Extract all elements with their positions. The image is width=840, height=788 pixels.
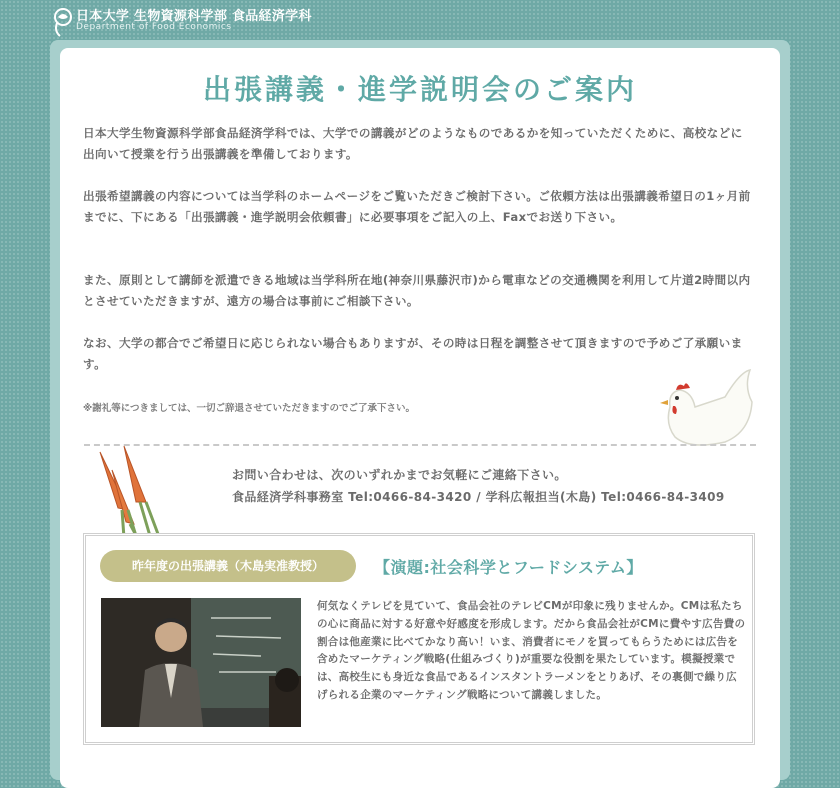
area-paragraph: また、原則として講師を派遣できる地域は当学科所在地(神奈川県藤沢市)から電車などの交通機関を利用して片道2時間以内とさせていただきますが、遠方の場合は事前にご相談下さい。 <box>83 273 751 308</box>
contact-phones: 食品経済学科事務室 Tel:0466-84-3420 / 学科広報担当(木島) Tel:0466-84-3409 <box>232 490 725 504</box>
carrots-illustration <box>88 440 188 540</box>
request-paragraph: 出張希望講義の内容については当学科のホームページをご覧いただきご検討下さい。ご依頼方法は出張講義希望日の1ヶ月前までに、下にある「出張講義・進学説明会依頼書」に必要事項をご記入の上、Faxでお送り下さい。 <box>83 189 751 224</box>
intro-paragraph: 日本大学生物資源科学部食品経済学科では、大学での講義がどのようなものであるかを知っていただくために、高校などに出向いて授業を行う出張講義を準備しております。 <box>83 126 743 161</box>
schedule-paragraph: なお、大学の都合でご希望日に応じられない場合もありますが、その時は日程を調整させて頂きますので予めご了承願います。 <box>83 336 743 371</box>
lecture-photo <box>101 598 301 727</box>
site-header <box>0 0 840 40</box>
contact-intro: お問い合わせは、次のいずれかまでお気軽にご連絡下さい。 <box>232 468 567 482</box>
lecture-description: 何気なくテレビを見ていて、食品会社のテレビCMが印象に残りませんか。CMは私たちの心に商品に対する好意や好感度を形成します。だから食品会社がCMに費やす広告費の割合は他産業に比べてかなり高い！いま、消費者にモノを買ってもらうためには広告を含めたマーケティング戦略(仕組みづくり)が重要な役割を果たしています。模擬授業では、高校生にも身近な食品であるインスタントラーメンをとりあげ、その裏側で繰り広げられる企業のマーケティング戦略について講義しました。 <box>317 600 746 701</box>
lecture-badge: 昨年度の出張講義（木島実准教授） <box>100 550 356 582</box>
lecture-topic: 【演題:社会科学とフードシステム】 <box>374 558 643 577</box>
chicken-illustration <box>640 362 755 454</box>
page-title: 出張講義・進学説明会のご案内 <box>202 73 637 106</box>
leaf-logo-icon <box>52 7 74 37</box>
site-subtitle: Department of Food Economics <box>76 22 232 32</box>
site-title[interactable]: 日本大学 生物資源科学部 食品経済学科 <box>76 9 312 24</box>
honorarium-note: ※謝礼等につきましては、一切ご辞退させていただきますのでご了承下さい。 <box>83 403 416 414</box>
